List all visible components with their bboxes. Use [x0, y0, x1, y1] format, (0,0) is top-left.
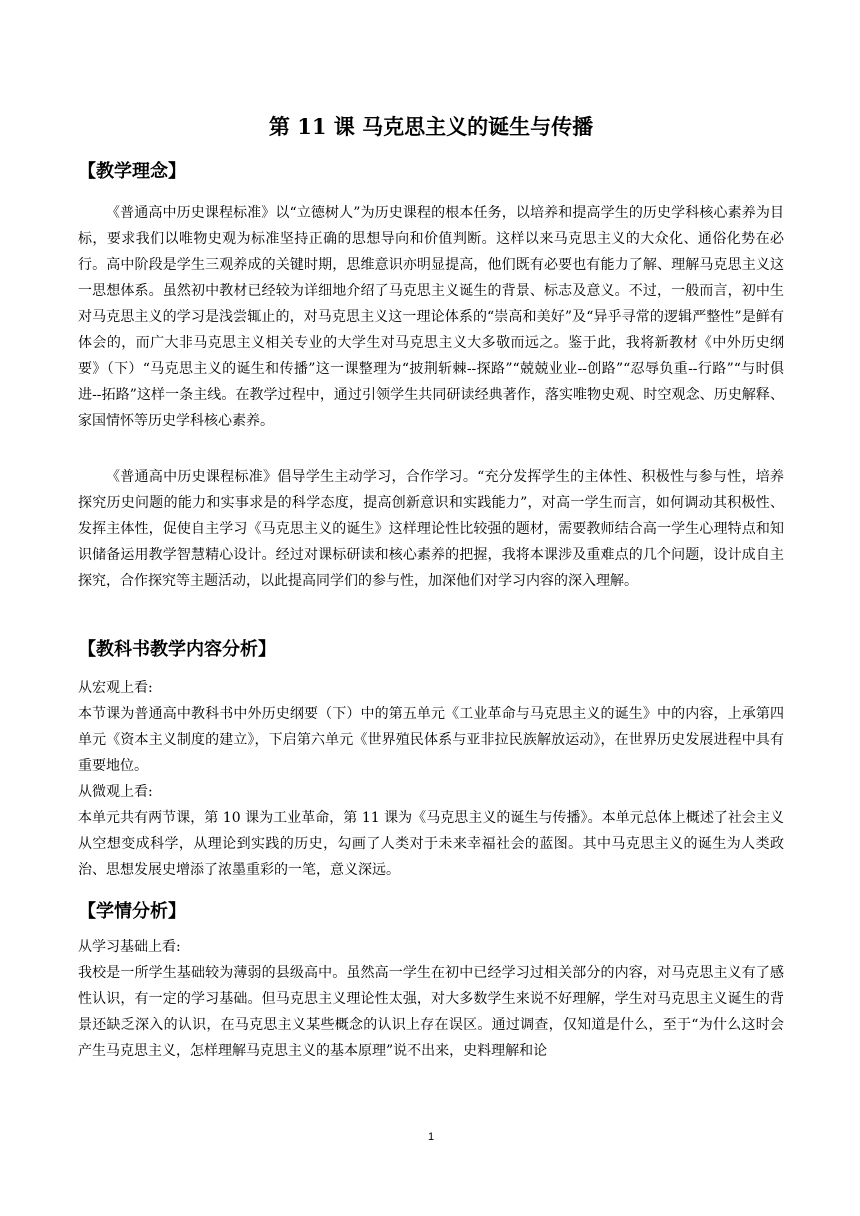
learning-basis-text: 我校是一所学生基础较为薄弱的县级高中。虽然高一学生在初中已经学习过相关部分的内容，对马克思主义有了感性认识，有一定的学习基础。但马克思主义理论性太强，对大多数学生来说不好理解，学生对马克思主义诞生的背景还缺乏深入的认识，在马克思主义某些概念的认识上存在误区。通过调查，仅知道是什么，至于“为什么这时会产生马克思主义，怎样理解马克思主义的基本原理”说不出来，史料理解和论	[78, 965, 784, 1059]
macro-view-label: 从宏观上看:	[78, 680, 153, 696]
document-page	[78, 0, 784, 1216]
micro-view-label: 从微观上看:	[78, 784, 153, 800]
learning-basis-label: 从学习基础上看:	[78, 939, 181, 955]
lesson-title: 第 11 课 马克思主义的诞生与传播	[268, 114, 594, 139]
page-number: 1	[427, 1131, 435, 1143]
macro-view-text: 本节课为普通高中教科书中外历史纲要（下）中的第五单元《工业革命与马克思主义的诞生》中的内容，上承第四单元《资本主义制度的建立》，下启第六单元《世界殖民体系与亚非拉民族解放运动》，在世界历史发展进程中具有重要地位。	[78, 706, 784, 774]
heading-textbook-analysis: 【教科书教学内容分析】	[78, 639, 276, 660]
heading-teaching-concept: 【教学理念】	[78, 161, 186, 182]
teaching-concept-paragraph-2: 《普通高中历史课程标准》倡导学生主动学习，合作学习。“充分发挥学生的主体性、积极性与参与性，培养探究历史问题的能力和实事求是的科学态度，提高创新意识和实践能力”，对高一学生而言，如何调动其积极性、发挥主体性，促使自主学习《马克思主义的诞生》这样理论性比较强的题材，需要教师结合高一学生心理特点和知识储备运用教学智慧精心设计。经过对课标研读和核心素养的把握，我将本课涉及重难点的几个问题，设计成自主探究，合作探究等主题活动，以此提高同学们的参与性，加深他们对学习内容的深入理解。	[78, 469, 784, 589]
micro-view-text: 本单元共有两节课，第 10 课为工业革命，第 11 课为《马克思主义的诞生与传播》。本单元总体上概述了社会主义从空想变成科学，从理论到实践的历史，勾画了人类对于未来幸福社会的蓝图。其中马克思主义的诞生为人类政治、思想发展史增添了浓墨重彩的一笔，意义深远。	[78, 810, 784, 878]
teaching-concept-paragraph-1: 《普通高中历史课程标准》以“立德树人”为历史课程的根本任务，以培养和提高学生的历史学科核心素养为目标，要求我们以唯物史观为标准坚持正确的思想导向和价值判断。这样以来马克思主义的大众化、通俗化势在必行。高中阶段是学生三观养成的关键时期，思维意识亦明显提高，他们既有必要也有能力了解、理解马克思主义这一思想体系。虽然初中教材已经较为详细地介绍了马克思主义诞生的背景、标志及意义。不过，一般而言，初中生对马克思主义的学习是浅尝辄止的，对马克思主义这一理论体系的“崇高和美好”及“异乎寻常的逻辑严整性”是鲜有体会的，而广大非马克思主义相关专业的大学生对马克思主义大多敬而远之。鉴于此，我将新教材《中外历史纲要》（下）“马克思主义的诞生和传播”这一课整理为“披荆斩棘--探路”“兢兢业业--创路”“忍辱负重--行路”“与时俱进--拓路”这样一条主线。在教学过程中，通过引领学生共同研读经典著作，落实唯物史观、时空观念、历史解释、家国情怀等历史学科核心素养。	[78, 205, 784, 429]
heading-student-analysis: 【学情分析】	[78, 901, 186, 922]
